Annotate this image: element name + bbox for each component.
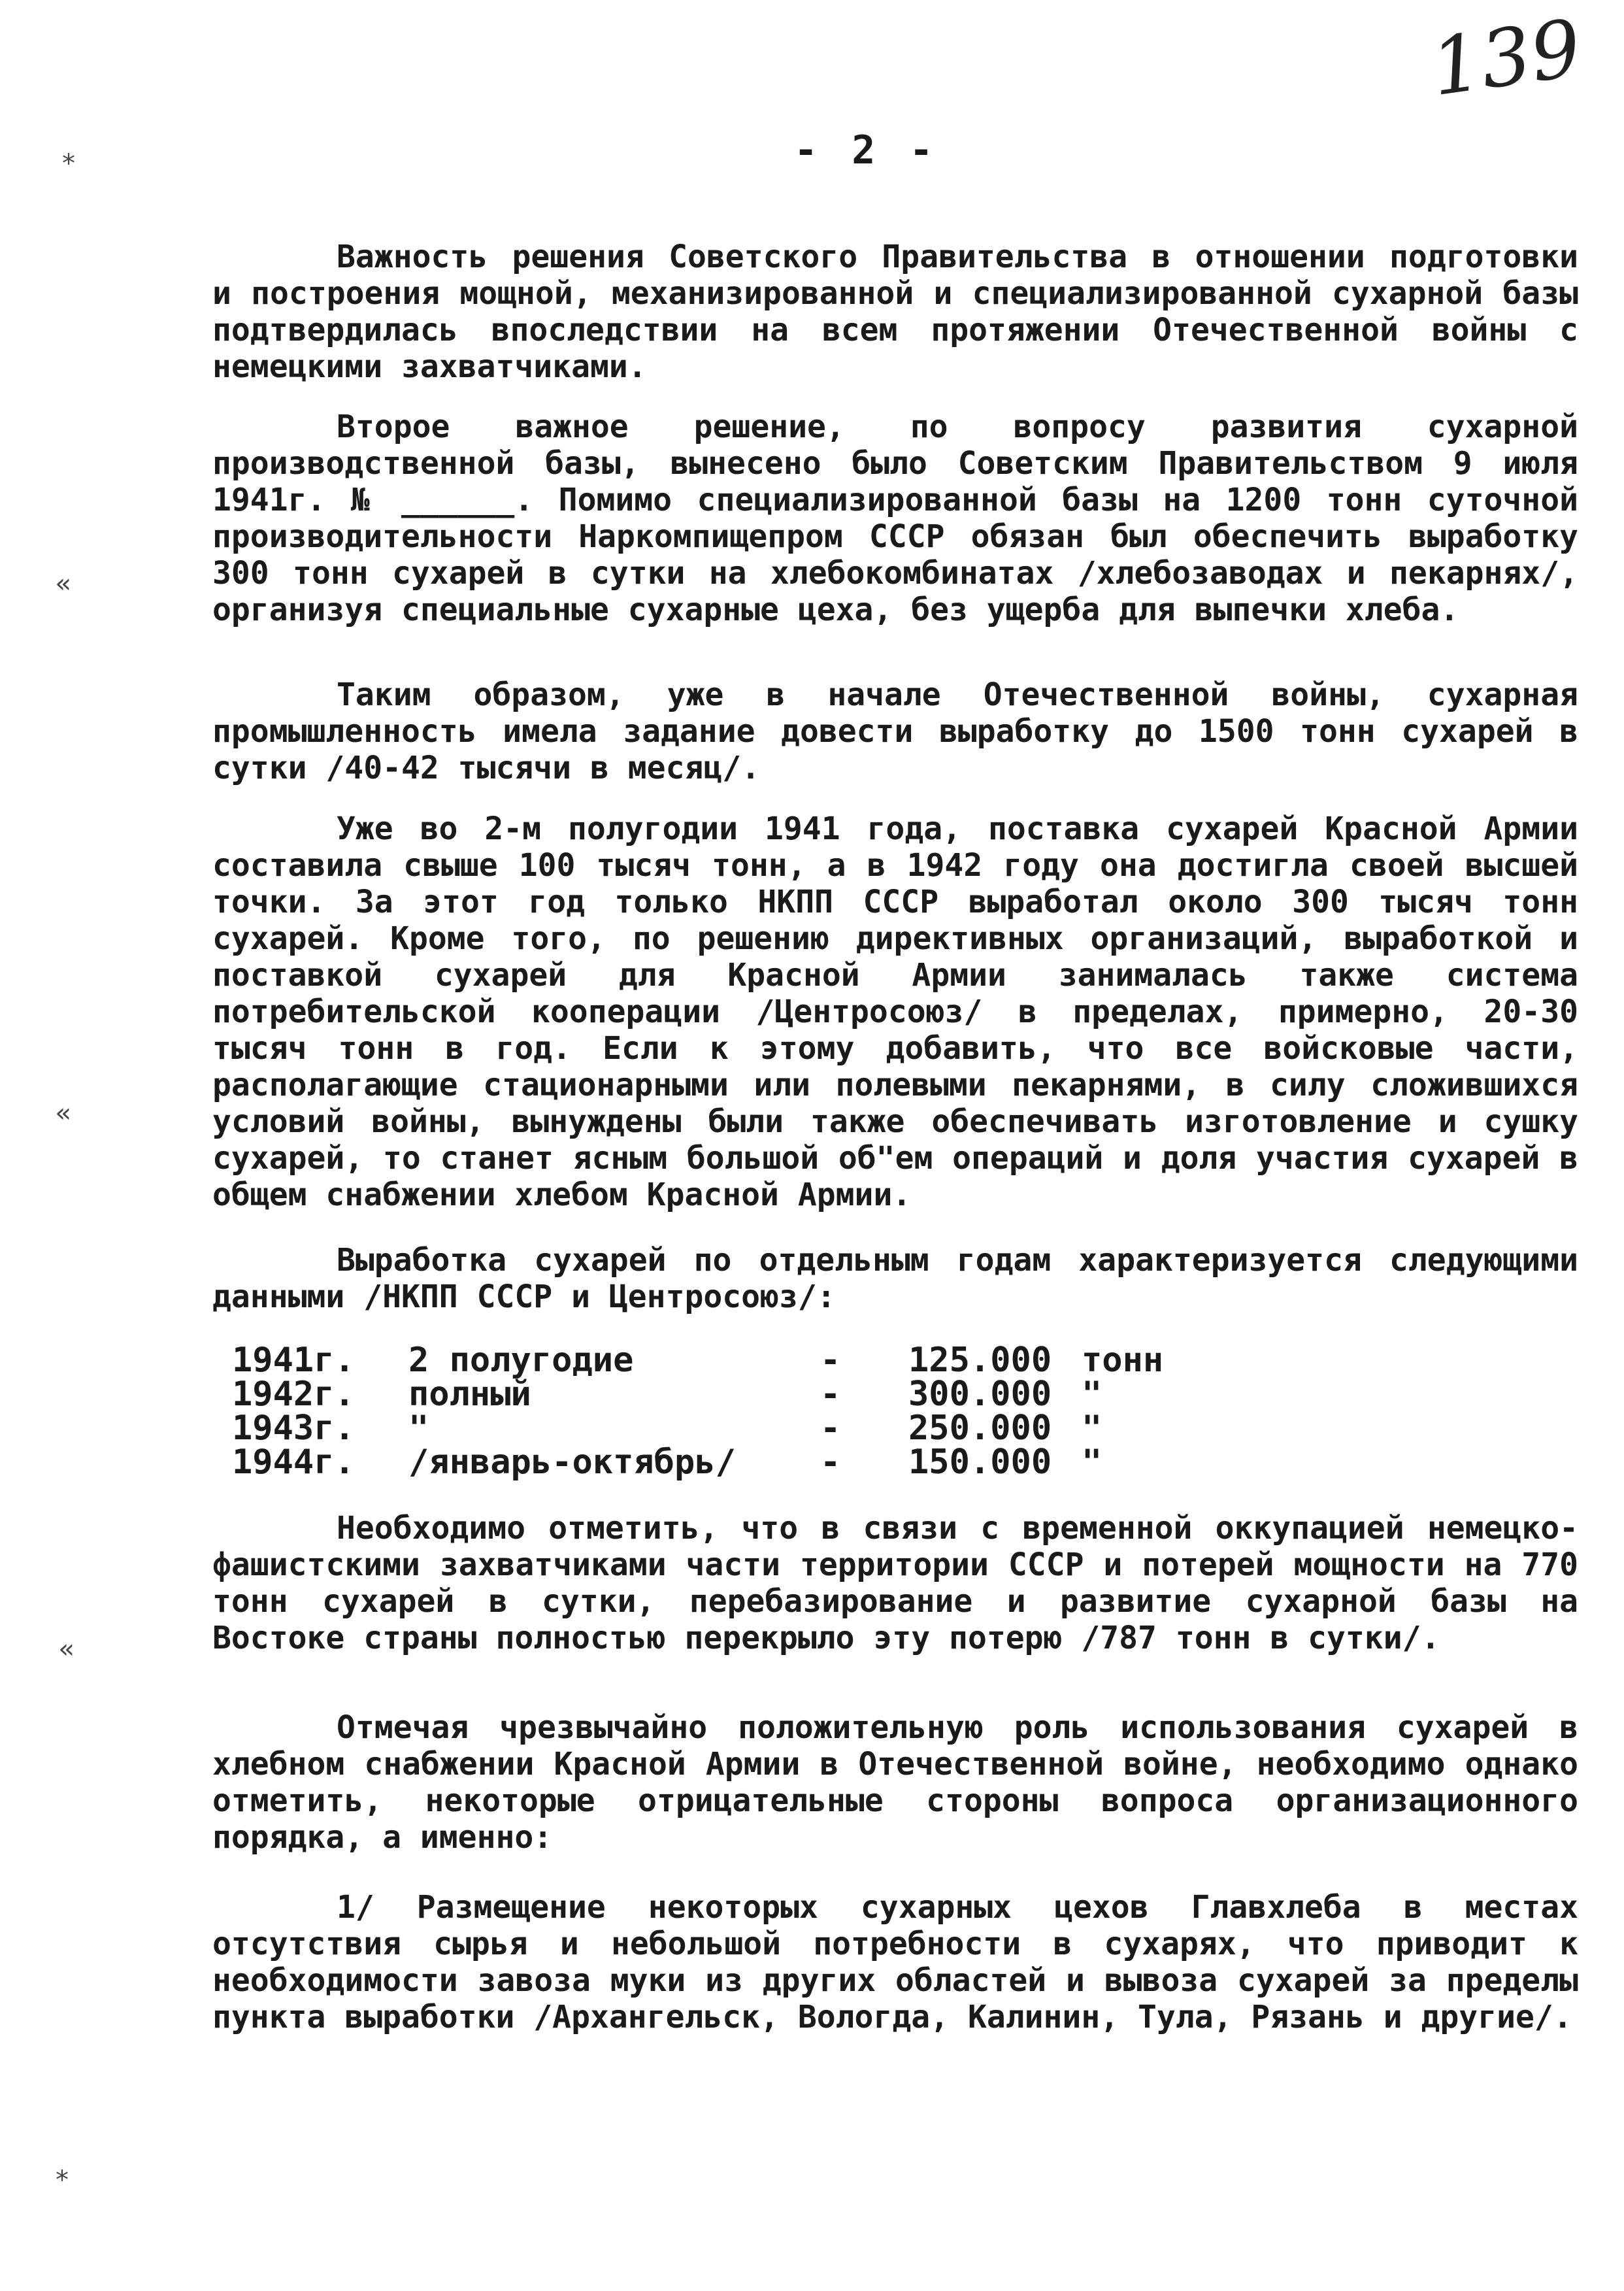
stats-year: 1942г.: [232, 1375, 355, 1414]
paragraph-2: Второе важное решение, по вопросу развития сухарной производственной базы, вынесено было Советским Правительством 9 июля 1941г. № ______. Помимо специализированной базы на 1200 тонн суточной производительности Наркомпищепром СССР обязан был обеспечить выработку 300 тонн сухарей в сутки на хлебокомбинатах /хлебозаводах и пекарнях/, организуя специальные сухарные цеха, без ущерба для выпечки хлеба.: [212, 409, 1578, 628]
stats-period: полный: [408, 1375, 531, 1414]
paragraph-6: Необходимо отметить, что в связи с временной оккупацией немецко-фашистскими захватчиками части территории СССР и потерей мощности на 770 тонн сухарей в сутки, перебазирование и развитие сухарной базы на Востоке страны полностью перекрыло эту потерю /787 тонн в сутки/.: [212, 1510, 1578, 1656]
stats-value: 250.000: [908, 1409, 1052, 1448]
binding-mark: «: [56, 569, 72, 599]
stats-period: ": [408, 1409, 429, 1448]
binding-mark: ⁎: [62, 141, 75, 171]
stats-value: 125.000: [908, 1341, 1052, 1380]
binding-mark: ⁎: [56, 2157, 69, 2187]
paragraph-1: Важность решения Советского Правительства в отношении подготовки и построения мощной, механизированной и специализированной сухарной базы подтвердилась впоследствии на всем протяжении Отечественной войны с немецкими захватчиками.: [212, 239, 1578, 385]
binding-mark: «: [59, 1634, 75, 1664]
paragraph-3: Таким образом, уже в начале Отечественной войны, сухарная промышленность имела задание довести выработку до 1500 тонн сухарей в сутки /40-42 тысячи в месяц/.: [212, 677, 1578, 786]
stats-unit: тонн: [1082, 1341, 1164, 1380]
page-number: - 2 -: [794, 127, 938, 173]
stats-period: /январь-октябрь/: [408, 1443, 736, 1482]
paragraph-7: Отмечая чрезвычайно положительную роль использования сухарей в хлебном снабжении Красной Армии в Отечественной войне, необходимо однако отметить, некоторые отрицательные стороны вопроса организационного порядка, а именно:: [212, 1709, 1578, 1856]
stats-unit: ": [1082, 1375, 1102, 1414]
stats-year: 1944г.: [232, 1443, 355, 1482]
paragraph-4: Уже во 2-м полугодии 1941 года, поставка сухарей Красной Армии составила свыше 100 тысяч тонн, а в 1942 году она достигла своей высшей точки. За этот год только НКПП СССР выработал около 300 тысяч тонн сухарей. Кроме того, по решению директивных организаций, выработкой и поставкой сухарей для Красной Армии занималась также система потребительской кооперации /Центросоюз/ в пределах, примерно, 20-30 тысяч тонн в год. Если к этому добавить, что все войсковые части, располагающие стационарными или полевыми пекарнями, в силу сложившихся условий войны, вынуждены были также обеспечивать изготовление и сушку сухарей, то станет ясным большой об"ем операций и доля участия сухарей в общем снабжении хлебом Красной Армии.: [212, 811, 1578, 1213]
stats-dash: -: [820, 1375, 841, 1414]
stats-dash: -: [820, 1409, 841, 1448]
stats-value: 150.000: [908, 1443, 1052, 1482]
binding-mark: «: [56, 1098, 72, 1128]
stats-unit: ": [1082, 1443, 1102, 1482]
stats-unit: ": [1082, 1409, 1102, 1448]
archive-page-number: 139: [1425, 3, 1587, 114]
stats-value: 300.000: [908, 1375, 1052, 1414]
paragraph-8: 1/ Размещение некоторых сухарных цехов Главхлеба в местах отсутствия сырья и небольшой потребности в сухарях, что приводит к необходимости завоза муки из других областей и вывоза сухарей за пределы пункта выработки /Архангельск, Вологда, Калинин, Тула, Рязань и другие/.: [212, 1889, 1578, 2035]
stats-dash: -: [820, 1341, 841, 1380]
stats-year: 1943г.: [232, 1409, 355, 1448]
paragraph-5: Выработка сухарей по отдельным годам характеризуется следующими данными /НКПП СССР и Центросоюз/:: [212, 1242, 1578, 1315]
stats-dash: -: [820, 1443, 841, 1482]
stats-period: 2 полугодие: [408, 1341, 634, 1380]
stats-year: 1941г.: [232, 1341, 355, 1380]
